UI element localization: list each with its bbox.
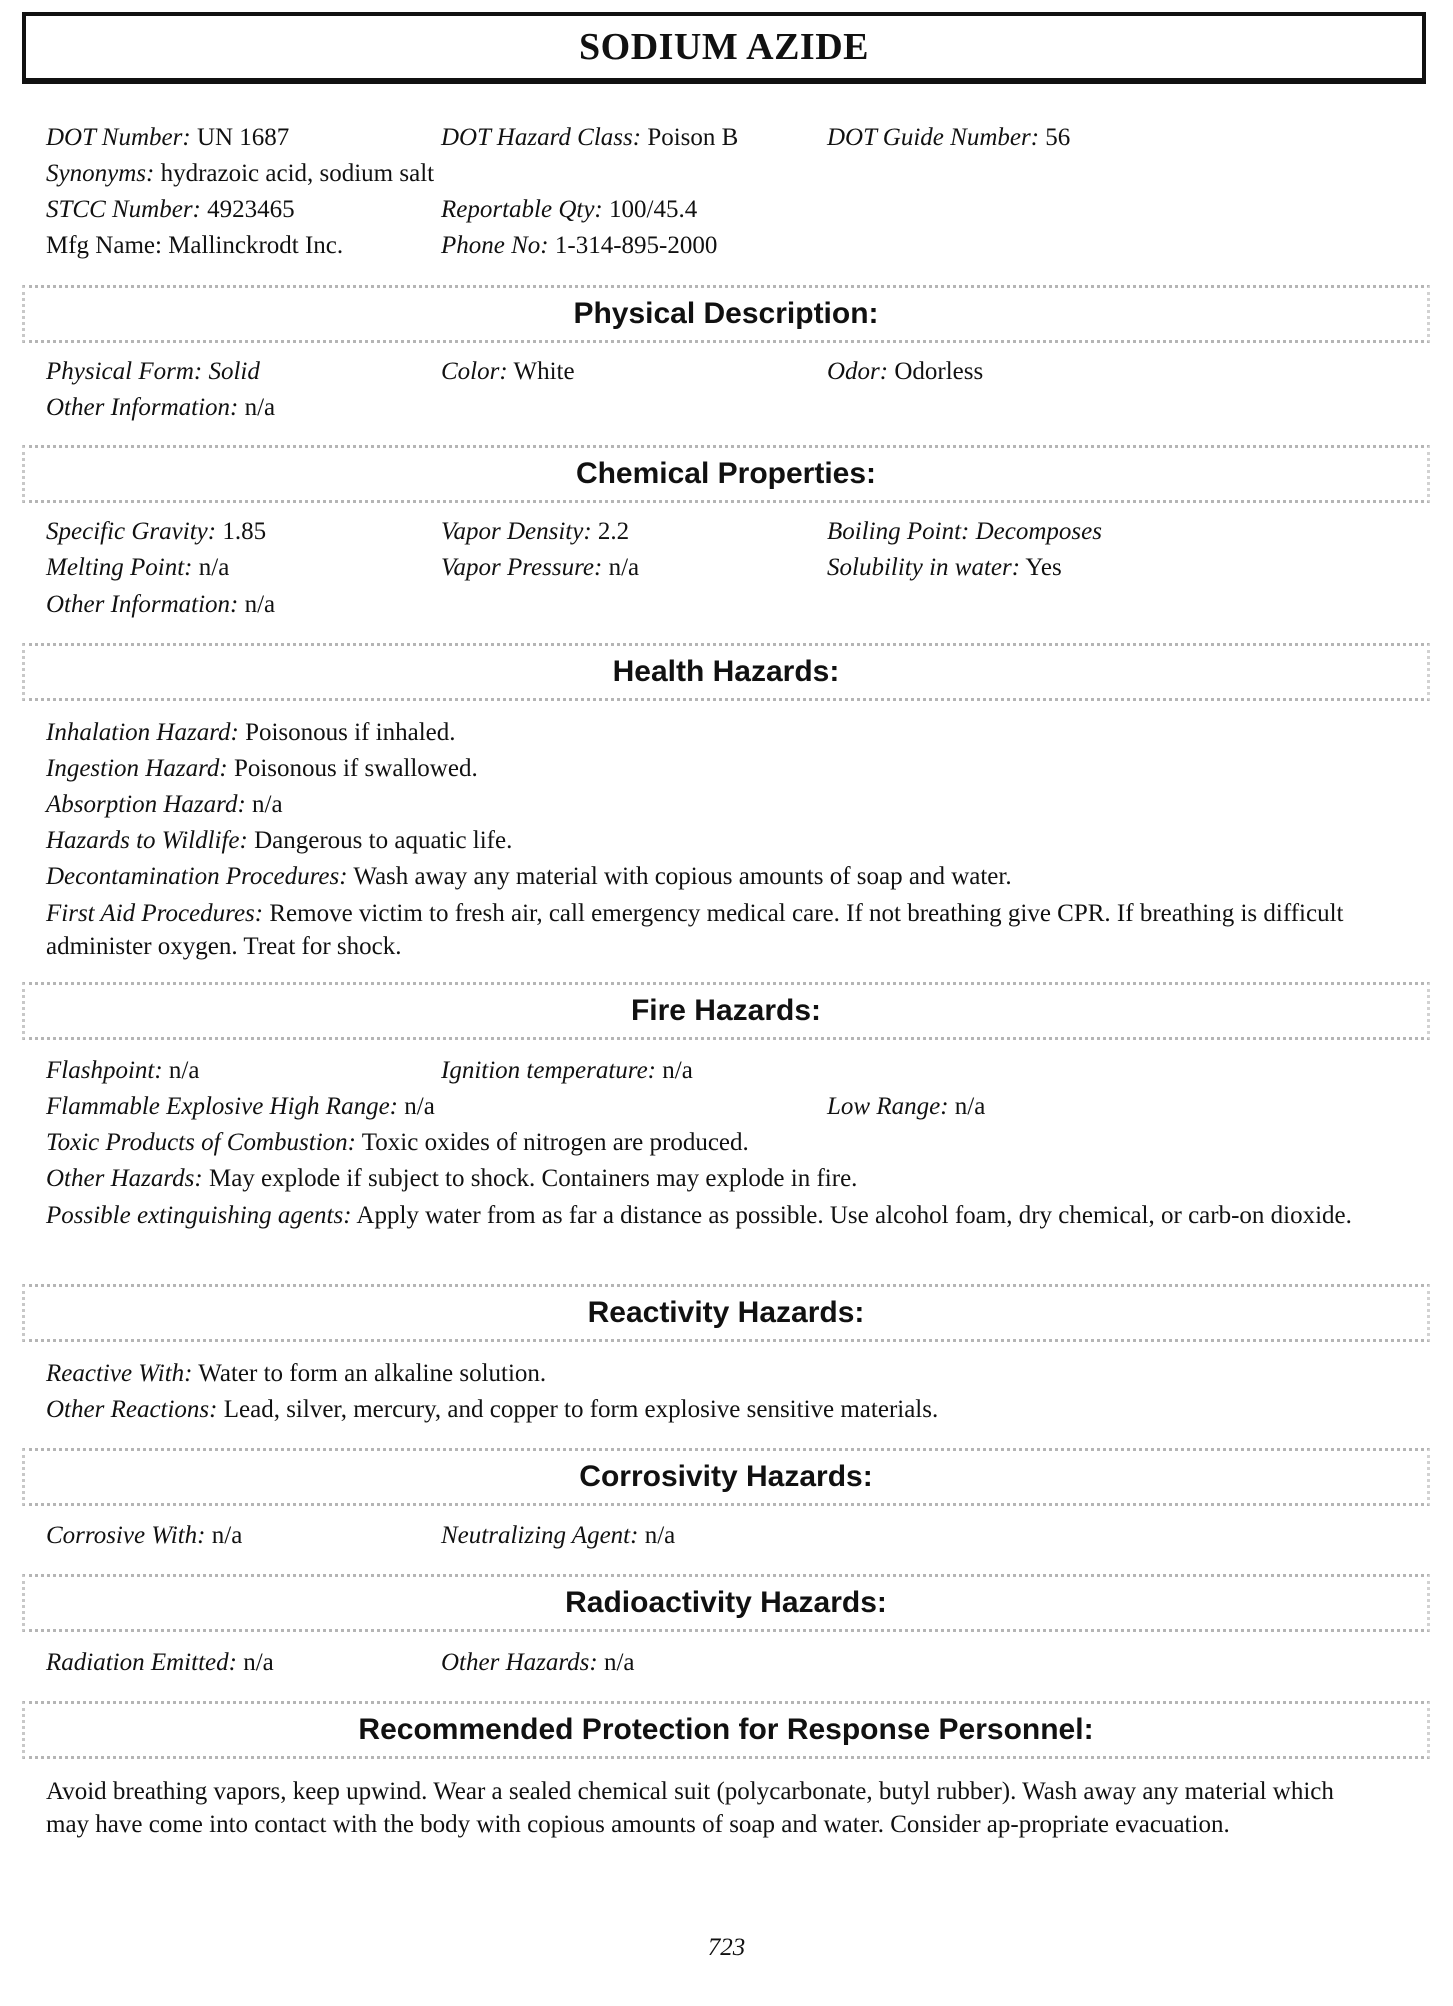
toxic-products-field: Toxic Products of Combustion: Toxic oxides of nitrogen are produced.	[46, 1129, 749, 1156]
wildlife-hazard-field: Hazards to Wildlife: Dangerous to aquatic life.	[46, 827, 513, 854]
melting-point-field: Melting Point: n/a	[46, 554, 230, 581]
neutralizing-agent-field: Neutralizing Agent: n/a	[441, 1522, 676, 1549]
other-reactions-field: Other Reactions: Lead, silver, mercury, and copper to form explosive sensitive materials.	[46, 1396, 939, 1423]
extinguishing-agents-field: Possible extinguishing agents: Apply water from as far a distance as possible. Use alcohol foam, dry chemical, or carb-on dioxide.	[46, 1202, 1352, 1229]
reactivity-hazards-heading: Reactivity Hazards:	[587, 1296, 865, 1329]
color-field: Color: White	[441, 358, 575, 385]
solubility-field: Solubility in water: Yes	[827, 554, 1062, 581]
fire-hazards-band	[22, 982, 1430, 1040]
reportable-qty-field: Reportable Qty: 100/45.4	[441, 196, 698, 223]
synonyms-field: Synonyms: hydrazoic acid, sodium salt	[46, 160, 435, 187]
dot-guide-number-field: DOT Guide Number: 56	[827, 124, 1071, 151]
low-range-field: Low Range: n/a	[827, 1093, 986, 1120]
odor-field: Odor: Odorless	[827, 358, 984, 385]
high-range-field: Flammable Explosive High Range: n/a	[46, 1093, 435, 1120]
flashpoint-field: Flashpoint: n/a	[46, 1057, 200, 1084]
physical-description-heading: Physical Description:	[573, 297, 879, 330]
protection-band	[22, 1701, 1430, 1759]
protection-text: Avoid breathing vapors, keep upwind. Wear a sealed chemical suit (polycarbonate, butyl rubber). Wash away any material which may have come into contact with the body with copious amounts of soap and water. Consider ap-propriate evacuation.	[46, 1778, 1334, 1838]
chemical-properties-band	[22, 445, 1430, 503]
title-box	[22, 12, 1426, 84]
corrosivity-hazards-heading: Corrosivity Hazards:	[579, 1460, 873, 1493]
vapor-density-field: Vapor Density: 2.2	[441, 518, 630, 545]
radioactivity-hazards-band	[22, 1574, 1430, 1632]
corrosive-with-field: Corrosive With: n/a	[46, 1522, 243, 1549]
reactivity-hazards-band	[22, 1284, 1430, 1342]
absorption-hazard-field: Absorption Hazard: n/a	[46, 791, 283, 818]
chemical-other-info-field: Other Information: n/a	[46, 591, 276, 618]
health-hazards-heading: Health Hazards:	[612, 655, 840, 688]
chemical-properties-heading: Chemical Properties:	[575, 457, 877, 490]
physical-form-field: Physical Form: Solid	[46, 358, 260, 385]
document-title: SODIUM AZIDE	[579, 26, 869, 68]
ingestion-hazard-field: Ingestion Hazard: Poisonous if swallowed.	[46, 755, 478, 782]
decontamination-field: Decontamination Procedures: Wash away any material with copious amounts of soap and water.	[46, 863, 1012, 890]
protection-heading: Recommended Protection for Response Personnel:	[358, 1713, 1094, 1746]
first-aid-field: First Aid Procedures: Remove victim to fresh air, call emergency medical care. If not breathing give CPR. If breathing is difficult administer oxygen. Treat for shock.	[46, 900, 1344, 960]
specific-gravity-field: Specific Gravity: 1.85	[46, 518, 267, 545]
stcc-number-field: STCC Number: 4923465	[46, 196, 295, 223]
vapor-pressure-field: Vapor Pressure: n/a	[441, 554, 640, 581]
fire-other-hazards-field: Other Hazards: May explode if subject to shock. Containers may explode in fire.	[46, 1165, 858, 1192]
phone-number-field: Phone No: 1-314-895-2000	[441, 232, 718, 259]
health-hazards-band	[22, 643, 1430, 701]
radioactivity-hazards-heading: Radioactivity Hazards:	[565, 1586, 887, 1619]
dot-number-field: DOT Number: UN 1687	[46, 124, 290, 151]
radiation-emitted-field: Radiation Emitted: n/a	[46, 1649, 274, 1676]
physical-description-band	[22, 285, 1430, 343]
boiling-point-field: Boiling Point: Decomposes	[827, 518, 1102, 545]
radioactivity-other-hazards-field: Other Hazards: n/a	[441, 1649, 635, 1676]
reactive-with-field: Reactive With: Water to form an alkaline solution.	[46, 1360, 547, 1387]
mfg-name-field: Mfg Name: Mallinckrodt Inc.	[46, 232, 344, 259]
fire-hazards-heading: Fire Hazards:	[630, 994, 822, 1027]
corrosivity-hazards-band	[22, 1448, 1430, 1506]
inhalation-hazard-field: Inhalation Hazard: Poisonous if inhaled.	[46, 719, 456, 746]
page-number: 723	[707, 1934, 746, 1961]
physical-other-info-field: Other Information: n/a	[46, 394, 276, 421]
ignition-temperature-field: Ignition temperature: n/a	[441, 1057, 693, 1084]
dot-hazard-class-field: DOT Hazard Class: Poison B	[441, 124, 739, 151]
